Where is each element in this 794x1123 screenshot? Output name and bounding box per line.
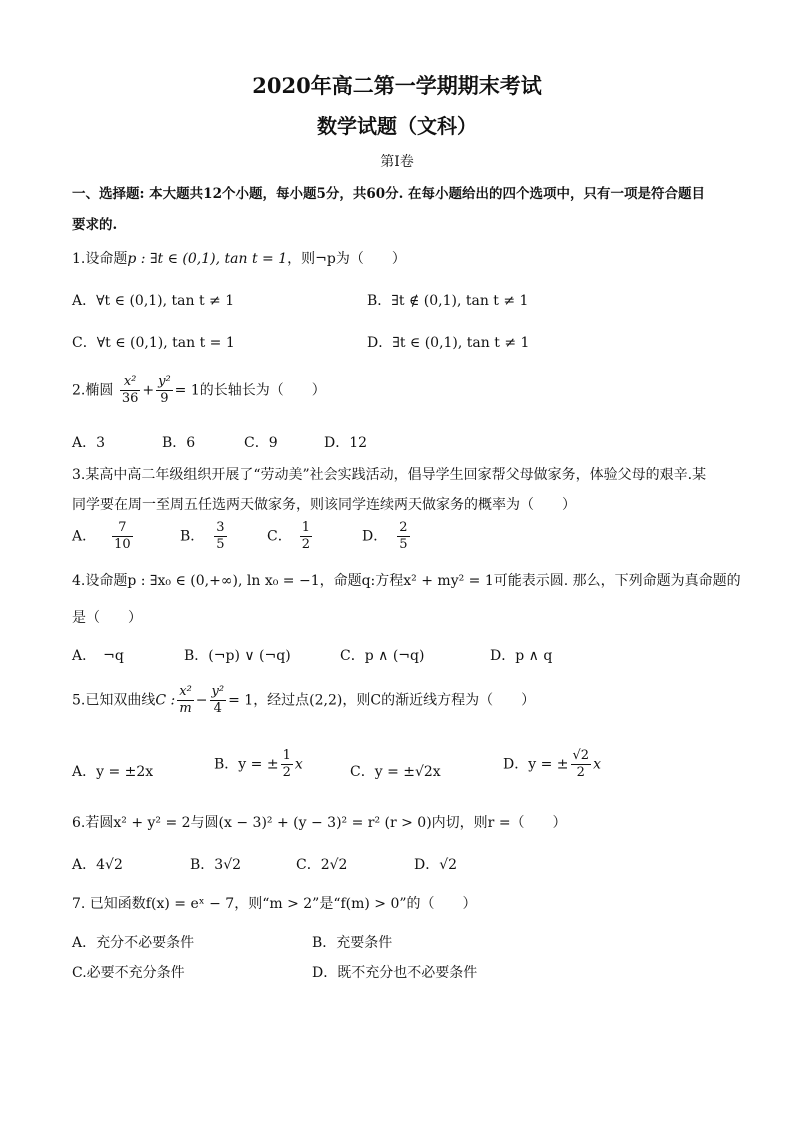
question-6: 6.若圆x² + y² = 2与圆(x − 3)² + (y − 3)² = r² (r > 0)内切，则r =（ ） [72, 815, 567, 831]
q3-d-num: 2 [399, 520, 408, 535]
q1-tail: ，则¬p为（ ） [287, 251, 406, 267]
question-2 [72, 374, 326, 407]
q5-frac2-num: y² [211, 684, 225, 699]
q5-minus: − [195, 692, 208, 709]
q5-d-fraction [571, 748, 592, 781]
q1-option-b: B．∃t ∉ (0,1), tan t ≠ 1 [367, 293, 529, 309]
q5-curve-name: C : [155, 692, 176, 709]
q2-option-c: C．9 [244, 435, 278, 451]
q3-option-c [267, 520, 314, 553]
q1-option-c: C．∀t ∈ (0,1), tan t = 1 [72, 335, 235, 351]
q4-option-d: D．p ∧ q [490, 648, 553, 664]
q2-eq: = 1 [174, 382, 200, 399]
question-7: 7. 已知函数f(x) = eˣ − 7，则“m > 2”是“f(m) > 0”的（ ） [72, 896, 477, 912]
q3-option-b [180, 520, 229, 553]
q7-option-b: B．充要条件 [312, 935, 393, 951]
q5-d-pre: D．y = ± [503, 756, 569, 773]
q3-b-den: 5 [216, 537, 225, 552]
q7-option-c: C.必要不充分条件 [72, 965, 185, 981]
q3-a-label: A． [72, 528, 97, 545]
q4-option-c: C．p ∧ (¬q) [340, 648, 425, 664]
question-4-line2: 是（ ） [72, 610, 142, 626]
q2-plus: + [142, 382, 155, 399]
q7-option-d: D．既不充分也不必要条件 [312, 965, 478, 981]
q1-prefix: 1.设命题 [72, 251, 128, 267]
q3-d-den: 5 [399, 537, 408, 552]
q5-b-den: 2 [282, 765, 291, 780]
question-3-line2: 同学要在周一至周五任选两天做家务，则该同学连续两天做家务的概率为（ ） [72, 497, 576, 513]
q3-a-num: 7 [112, 520, 133, 537]
question-4-line1: 4.设命题p : ∃x₀ ∈ (0,+∞), ln x₀ = −1，命题q:方程x² + my² = 1可能表示圆. 那么，下列命题为真命题的 [72, 573, 741, 589]
exam-subtitle: 数学试题（文科） [317, 114, 477, 138]
q3-b-fraction [214, 520, 226, 553]
q2-option-a: A．3 [72, 435, 106, 451]
q4-option-b: B．(¬p) ∨ (¬q) [184, 648, 291, 664]
q5-frac2-den: 4 [213, 701, 222, 716]
q2-option-b: B．6 [162, 435, 196, 451]
q1-stem: p : ∃t ∈ (0,1), tan t = 1 [127, 251, 288, 267]
q5-d-den: 2 [576, 765, 585, 780]
q5-frac1-num: x² [179, 684, 192, 699]
q3-a-den: 10 [114, 537, 131, 552]
q5-eq: = 1 [228, 692, 254, 709]
q6-option-a: A．4√2 [72, 857, 123, 873]
q2-fraction-x [120, 374, 141, 407]
q5-frac1-den: m [179, 701, 192, 716]
q5-fraction-y [210, 684, 227, 717]
q7-option-a: A．充分不必要条件 [72, 935, 195, 951]
q5-option-c: C．y = ±√2x [350, 764, 441, 780]
q2-frac1-den: 36 [121, 391, 139, 406]
q5-fraction-x [177, 684, 194, 717]
q5-tail: ，经过点(2,2)，则C的渐近线方程为（ ） [253, 692, 536, 709]
q1-option-d: D．∃t ∈ (0,1), tan t ≠ 1 [367, 335, 530, 351]
q2-prefix: 2.椭圆 [72, 382, 114, 399]
q3-c-label: C． [267, 528, 292, 545]
q4-option-a: A． ¬q [72, 648, 124, 664]
q3-option-d [362, 520, 412, 553]
q3-d-label: D． [362, 528, 388, 545]
question-3-line1: 3.某高中高二年级组织开展了“劳动美”社会实践活动，倡导学生回家帮父母做家务，体验父母的艰辛.某 [72, 467, 707, 483]
q5-option-a: A．y = ±2x [72, 764, 154, 780]
q5-prefix: 5.已知双曲线 [72, 692, 156, 709]
question-1 [72, 248, 406, 268]
q5-b-pre: B．y = ± [214, 756, 279, 773]
q2-frac2-den: 9 [160, 391, 169, 406]
q3-c-den: 2 [301, 537, 310, 552]
q2-fraction-y [156, 374, 173, 407]
q6-option-b: B．3√2 [190, 857, 242, 873]
section-instructions-line1: 一、选择题: 本大题共12个小题，每小题5分，共60分. 在每小题给出的四个选项中，只有一项是符合题目 [72, 186, 706, 202]
q5-option-b [214, 748, 303, 781]
q2-tail: 的长轴长为（ ） [199, 382, 326, 399]
q3-b-label: B． [180, 528, 205, 545]
q6-option-d: D．√2 [414, 857, 458, 873]
q2-frac2-num: y² [158, 374, 171, 389]
q3-b-num: 3 [216, 520, 225, 535]
q3-c-num: 1 [301, 520, 310, 535]
q5-option-d [503, 748, 601, 781]
q2-option-d: D．12 [324, 435, 368, 451]
section-instructions-line2: 要求的. [72, 217, 118, 233]
q3-d-fraction [397, 520, 409, 553]
q3-a-fraction [112, 520, 133, 553]
q5-d-num: √2 [572, 748, 590, 763]
q5-d-post: x [593, 756, 601, 773]
question-5 [72, 684, 535, 717]
q5-b-num: 1 [282, 748, 291, 763]
volume-label: 第Ⅰ卷 [380, 154, 414, 170]
q3-c-fraction [300, 520, 312, 553]
q1-option-a: A．∀t ∈ (0,1), tan t ≠ 1 [72, 293, 235, 309]
q6-option-c: C．2√2 [296, 857, 348, 873]
q5-b-fraction [281, 748, 293, 781]
q5-b-post: x [294, 756, 303, 773]
exam-title: 2020年高二第一学期期末考试 [252, 73, 542, 98]
q2-frac1-num: x² [120, 374, 141, 391]
q3-option-a [72, 520, 135, 553]
